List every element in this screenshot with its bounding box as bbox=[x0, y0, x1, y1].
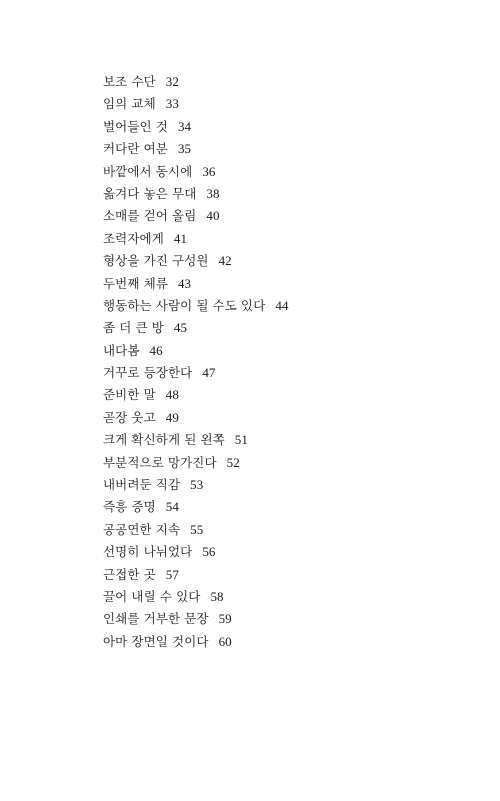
toc-entry-title: 두번째 체류 bbox=[103, 275, 168, 291]
toc-entry bbox=[103, 250, 289, 272]
toc-entry-page-number: 41 bbox=[173, 230, 188, 246]
toc-entry-page-number: 54 bbox=[165, 499, 179, 515]
toc-entry bbox=[103, 205, 289, 227]
toc-entry-page-number: 56 bbox=[202, 544, 216, 560]
toc-entry bbox=[103, 340, 289, 362]
toc-entry bbox=[103, 71, 289, 93]
toc-entry bbox=[103, 452, 289, 474]
toc-entry-title: 바깥에서 동시에 bbox=[103, 163, 193, 179]
toc-entry-title: 선명히 나뉘었다 bbox=[103, 544, 193, 560]
toc-entry-page-number: 44 bbox=[275, 297, 289, 313]
toc-entry-title: 보조 수단 bbox=[103, 74, 156, 89]
toc-entry-page-number: 42 bbox=[218, 253, 232, 269]
table-of-contents bbox=[103, 71, 289, 653]
toc-entry-page-number: 46 bbox=[149, 342, 163, 358]
toc-entry bbox=[103, 586, 289, 608]
toc-entry bbox=[103, 295, 289, 317]
toc-entry-page-number: 45 bbox=[173, 320, 188, 336]
toc-entry bbox=[103, 429, 289, 451]
toc-entry-title: 부분적으로 망가진다 bbox=[103, 454, 217, 470]
toc-entry-title: 조력자에게 bbox=[103, 230, 164, 246]
toc-entry-page-number: 47 bbox=[202, 365, 216, 381]
toc-entry bbox=[103, 519, 289, 541]
toc-entry-title: 인쇄를 거부한 문장 bbox=[103, 611, 209, 627]
toc-entry bbox=[103, 138, 289, 160]
toc-entry-title: 옮겨다 놓은 무대 bbox=[103, 185, 197, 201]
toc-entry-page-number: 40 bbox=[206, 208, 220, 224]
toc-entry bbox=[103, 183, 289, 205]
toc-entry-page-number: 49 bbox=[165, 409, 179, 425]
toc-entry-page-number: 36 bbox=[202, 163, 216, 179]
toc-entry-page-number: 58 bbox=[210, 588, 224, 604]
toc-entry-page-number: 55 bbox=[190, 521, 204, 537]
toc-entry-title: 곧장 웃고 bbox=[103, 409, 156, 425]
toc-entry-page-number: 38 bbox=[206, 185, 220, 201]
toc-entry bbox=[103, 273, 289, 295]
toc-entry-page-number: 33 bbox=[165, 96, 179, 112]
toc-entry bbox=[103, 608, 289, 630]
toc-entry-title: 행동하는 사람이 될 수도 있다 bbox=[103, 297, 266, 313]
toc-entry-page-number: 57 bbox=[165, 566, 179, 582]
toc-entry-page-number: 34 bbox=[177, 118, 192, 134]
toc-entry-title: 공공연한 지속 bbox=[103, 521, 181, 537]
toc-entry-title: 준비한 말 bbox=[103, 387, 156, 403]
toc-entry-page-number: 51 bbox=[234, 432, 248, 448]
toc-entry bbox=[103, 317, 289, 339]
toc-entry-page-number: 59 bbox=[218, 611, 232, 627]
toc-entry-title: 거꾸로 등장한다 bbox=[103, 365, 193, 381]
toc-entry bbox=[103, 116, 289, 138]
toc-entry-title: 근접한 곳 bbox=[103, 566, 156, 582]
toc-entry-page-number: 32 bbox=[165, 74, 179, 89]
toc-entry bbox=[103, 631, 289, 653]
toc-entry bbox=[103, 93, 289, 115]
toc-entry bbox=[103, 541, 289, 563]
toc-entry-title: 아마 장면일 것이다 bbox=[103, 633, 209, 649]
toc-entry bbox=[103, 496, 289, 518]
toc-entry-page-number: 35 bbox=[177, 141, 192, 157]
toc-entry-page-number: 52 bbox=[226, 454, 240, 470]
toc-entry-title: 형상을 가진 구성원 bbox=[103, 253, 209, 269]
toc-entry-title: 좀 더 큰 방 bbox=[103, 320, 164, 336]
toc-entry bbox=[103, 474, 289, 496]
toc-entry-title: 소매를 걷어 올림 bbox=[103, 208, 197, 224]
toc-entry bbox=[103, 228, 289, 250]
toc-entry-title: 즉흥 증명 bbox=[103, 499, 156, 515]
toc-entry-page-number: 53 bbox=[190, 477, 204, 493]
toc-entry bbox=[103, 161, 289, 183]
toc-entry-title: 커다란 여분 bbox=[103, 141, 168, 157]
toc-entry bbox=[103, 362, 289, 384]
toc-entry-page-number: 43 bbox=[177, 275, 192, 291]
toc-entry-title: 임의 교체 bbox=[103, 96, 156, 112]
toc-entry-page-number: 48 bbox=[165, 387, 179, 403]
toc-entry bbox=[103, 384, 289, 406]
toc-entry-title: 크게 확신하게 된 왼쪽 bbox=[103, 432, 225, 448]
toc-entry-page-number: 60 bbox=[218, 633, 232, 649]
toc-entry-title: 내다봄 bbox=[103, 342, 140, 358]
toc-entry-title: 내버려둔 직감 bbox=[103, 477, 181, 493]
toc-entry-title: 끌어 내릴 수 있다 bbox=[103, 588, 201, 604]
toc-entry bbox=[103, 407, 289, 429]
toc-entry bbox=[103, 564, 289, 586]
toc-entry-title: 벌어들인 것 bbox=[103, 118, 168, 134]
